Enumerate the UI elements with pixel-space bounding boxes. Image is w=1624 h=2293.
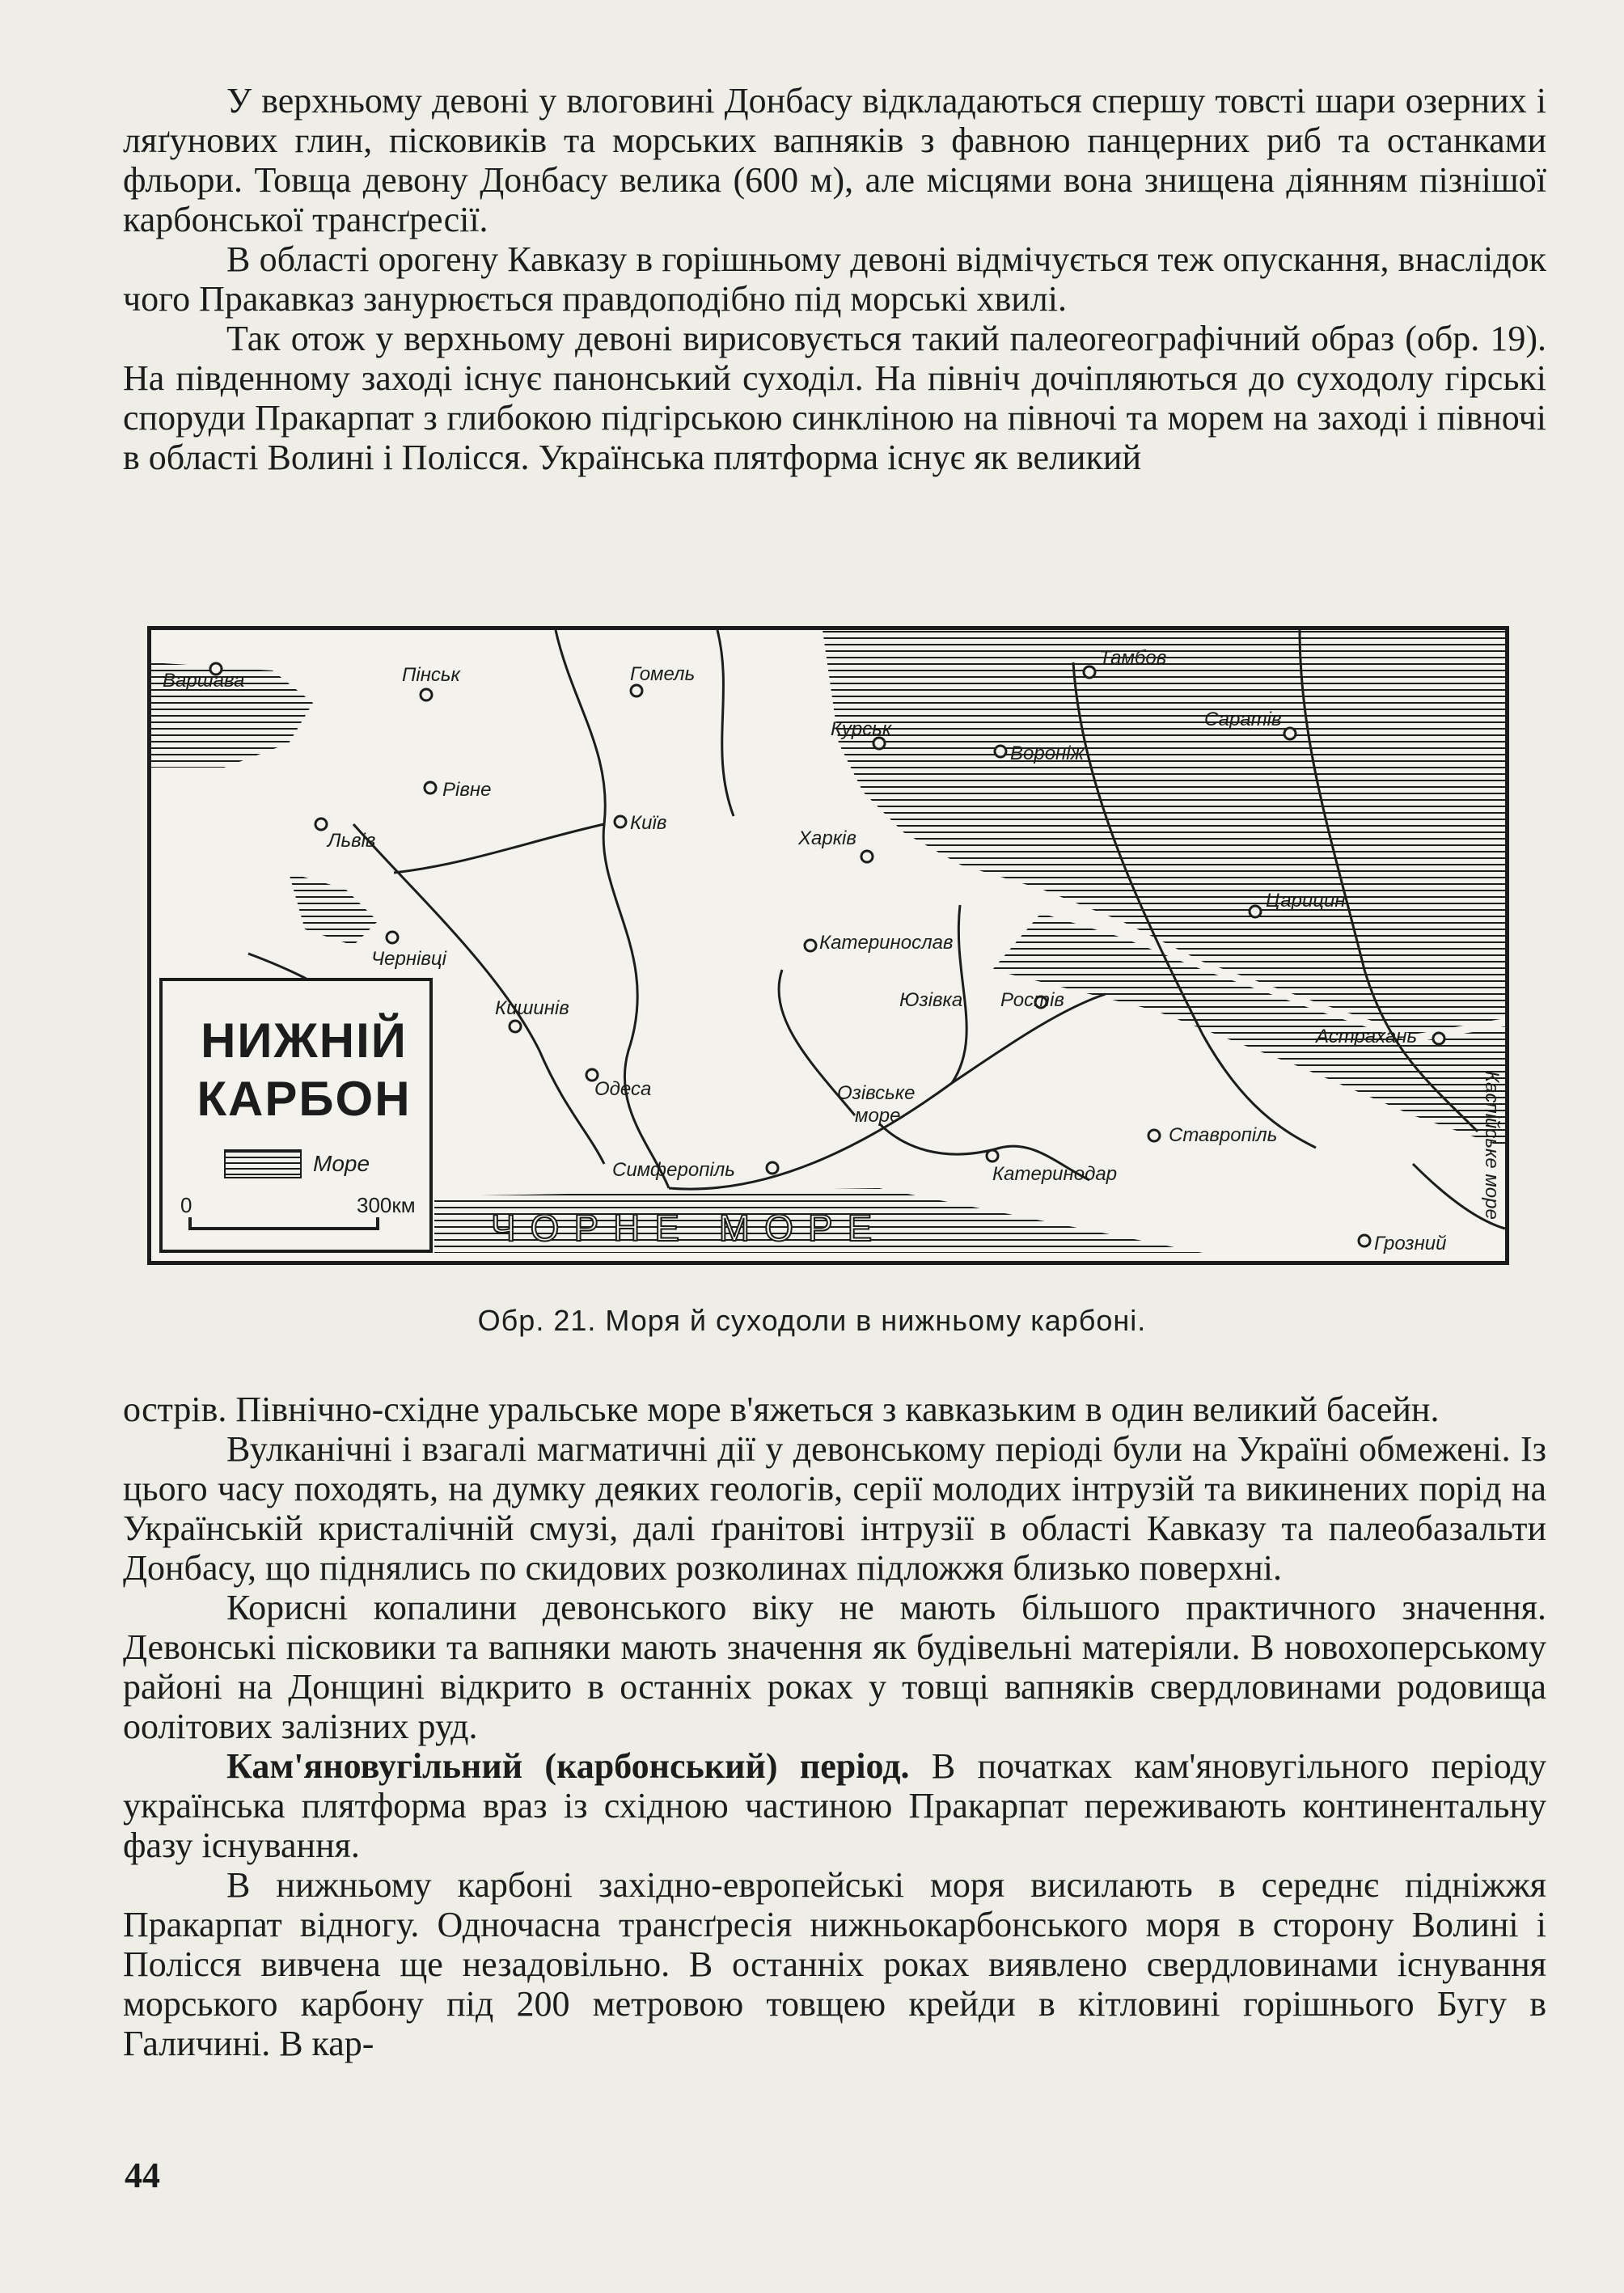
legend-subtitle: КАРБОН — [197, 1072, 412, 1126]
city-label-kyiv: Київ — [630, 812, 667, 834]
city-label-azov-sea-2: море — [855, 1105, 901, 1127]
city-marker-astrakhan — [1433, 1033, 1444, 1044]
city-label-tambov: Тамбов — [1099, 647, 1167, 669]
city-marker-katerynodar — [987, 1150, 998, 1161]
city-marker-chernivtsi — [387, 932, 398, 943]
city-label-yuzivka: Юзiвка — [899, 989, 963, 1011]
scale-tick — [376, 1217, 379, 1230]
city-marker-tambov — [1084, 666, 1095, 678]
paragraph — [123, 1746, 1546, 1865]
scale-tick — [188, 1217, 192, 1230]
city-label-rostiv: Ростiв — [1000, 989, 1064, 1011]
city-marker-homel — [631, 685, 642, 696]
map-figure — [147, 626, 1509, 1265]
paragraph: У верхньому девоні у влоговині Донбасу відкладаються спершу товсті шари озерних і ляґунових глин, пісковиків та морських вапняків з фавною панцерних риб та останками фльори. Товща девону Донбасу велика (600 м), але місцями вона знищена діянням пізнішої карбонської трансґресії. — [123, 81, 1546, 239]
sea-label-black: ЧОРНЕ МОРЕ — [491, 1207, 887, 1249]
city-label-katerynodar: Катеринодар — [992, 1163, 1118, 1185]
city-marker-tsaryntsyn — [1250, 906, 1261, 917]
bottom-text-block — [123, 1390, 1546, 2063]
page-number: 44 — [125, 2156, 160, 2195]
city-marker-pinsk — [421, 689, 432, 700]
sea-west-2 — [289, 873, 378, 946]
paragraph: острів. Північно-східне уральське море в'яжеться з кавказьким в один великий басейн. — [123, 1390, 1440, 1429]
city-label-stavropil: Ставропiль — [1169, 1124, 1278, 1146]
top-text-block — [123, 81, 1546, 477]
paragraph: Вулканічні і взагалі магматичні дії у девонському періоді були на Україні обмежені. Із цього часу походять, на думку деяких геологів, серії молодих інтрузій та викинених порід на Українській кристалічній смузі, далі ґранітові інтрузії в області Кавказу та палеобазальти Донбасу, що піднялись по скидових розколинах підложжя близько поверхні. — [123, 1429, 1546, 1588]
city-label-voronizh: Воронiж — [1010, 742, 1085, 764]
city-label-kharkiv: Харкiв — [798, 827, 856, 849]
city-label-groznyi: Грозний — [1374, 1233, 1447, 1254]
city-marker-simferopil — [767, 1162, 778, 1174]
figure-caption: Обр. 21. Моря й суходоли в нижньому карбоні. — [477, 1304, 1147, 1337]
city-label-chernivtsi: Чернiвцi — [371, 948, 446, 970]
city-marker-kyiv — [615, 816, 626, 827]
map-legend — [159, 978, 433, 1253]
city-marker-kyshyniv — [510, 1021, 521, 1032]
paragraph: В області орогену Кавказу в горішньому девоні відмічується теж опускання, внаслідок чого Пракавказ занурюється правдоподібно під морські хвилі. — [123, 239, 1546, 319]
city-label-varshava: Варшава — [163, 670, 245, 692]
sea-swatch — [224, 1149, 302, 1178]
city-label-azov-sea: Озiвське — [837, 1082, 916, 1104]
section-heading: Кам'яновугільний (карбонський) період. — [226, 1746, 910, 1786]
legend-sea-label: Море — [313, 1151, 370, 1176]
city-marker-groznyi — [1359, 1235, 1370, 1246]
city-marker-saratov — [1284, 728, 1296, 739]
city-label-kyshyniv: Кишинiв — [495, 997, 569, 1019]
paragraph: Так отож у верхньому девоні вирисовується такий палеогеографічний образ (обр. 19). На південному заході існує панонський суходіл. На північ дочіпляються до суходолу гірські споруди Пракарпат з глибокою підгірською синкліною на півночі та морем на заході і півночі в області Волині і Полісся. Українська плятформа існує як великий — [123, 319, 1546, 477]
city-marker-voronizh — [995, 746, 1006, 757]
city-label-rivne: Рiвне — [442, 779, 492, 801]
city-label-lviv: Львiв — [328, 830, 376, 852]
city-marker-katerynoslav — [805, 940, 816, 951]
paragraph: В нижньому карбоні західно-европейські моря висилають в середнє підніжжя Пракарпат відногу. Одночасна трансґресія нижньокарбонського моря в сторону Волині і Полісся вивчена ще незадовільно. В останніх роках виявлено свердловинами існування морського карбону під 200 метровою товщею крейди в кітловині горішнього Бугу в Галичині. В кар- — [123, 1865, 1546, 2063]
city-label-kursk: Курськ — [831, 718, 892, 740]
city-label-tsaryntsyn: Царицин — [1266, 890, 1346, 912]
city-label-saratov: Саратів — [1204, 709, 1282, 730]
city-label-pinsk: Пінськ — [402, 664, 460, 686]
city-label-caspian-sea: Каспiйське море — [1481, 1071, 1503, 1220]
scale-end-label: 300км — [357, 1193, 416, 1217]
city-marker-rivne — [425, 782, 436, 793]
city-marker-lviv — [315, 819, 327, 830]
legend-title: НИЖНІЙ — [201, 1013, 408, 1068]
city-marker-stavropil — [1148, 1130, 1160, 1141]
city-label-katerynoslav: Катеринослав — [819, 932, 954, 954]
city-label-homel: Гомель — [630, 663, 696, 685]
city-label-odesa: Одеса — [594, 1078, 652, 1100]
scale-bar — [188, 1216, 379, 1230]
city-label-simferopil: Симферопiль — [612, 1159, 735, 1181]
scale-start-label: 0 — [180, 1193, 192, 1217]
paragraph: Корисні копалини девонського віку не мають більшого практичного значення. Девонські пісковики та вапняки мають значення як будівельні матеріяли. В новохоперському районі на Донщині відкрито в останніх роках у товщі вапняків свердловинами родовища оолітових залізних руд. — [123, 1588, 1546, 1746]
city-label-astrakhan: Астрахань — [1316, 1026, 1418, 1047]
paragraph-text: В початках кам'яновугільного періоду українська плятформа враз із східною частиною Пракарпат переживають континентальну фазу існування. — [123, 1746, 1547, 1865]
city-marker-kharkiv — [861, 851, 873, 862]
